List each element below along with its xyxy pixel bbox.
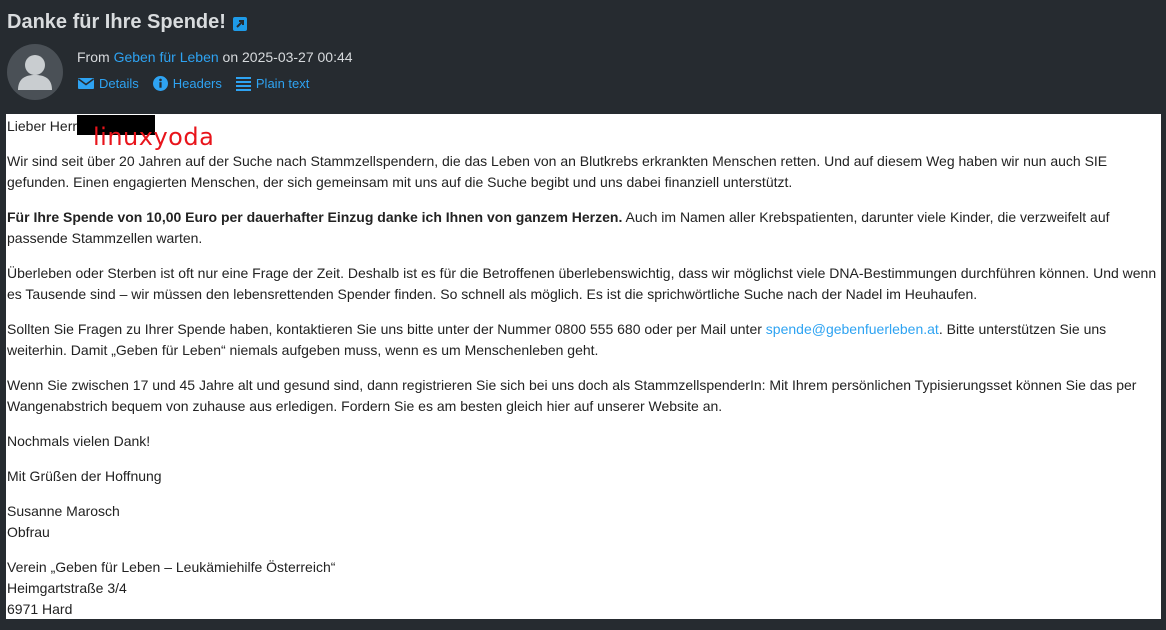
paragraph-contact xyxy=(7,319,1159,361)
message-body xyxy=(6,114,1161,619)
org-name: Verein „Geben für Leben – Leukämiehilfe Österreich“ xyxy=(7,559,336,575)
info-icon xyxy=(153,76,168,91)
details-label: Details xyxy=(99,76,139,91)
thanks-rest: Auch im Namen aller Krebspatienten, darunter viele Kinder, die verzweifelt auf passende Stammzellen warten. xyxy=(7,209,1110,246)
date-prefix: on xyxy=(222,49,239,65)
external-link-icon[interactable] xyxy=(233,17,247,31)
email-link[interactable]: spende@gebenfuerleben.at xyxy=(765,321,939,337)
paragraph-intro: Wir sind seit über 20 Jahren auf der Suche nach Stammzellspendern, die das Leben von an Blutkrebs erkrankten Menschen retten. Und auf diesem Weg haben wir nun auch SIE gefunden. Einen engagierten Menschen, der sich gemeinsam mit uns auf die Suche begibt und uns dabei finanziell unterstützt. xyxy=(7,153,1108,190)
paragraph-register: Wenn Sie zwischen 17 und 45 Jahre alt und gesund sind, dann registrieren Sie sich bei uns doch als StammzellspenderIn: Mit Ihrem persönlichen Typisierungsset können Sie das per Wangenabstrich bequem von zuhause aus erledigen. Fordern Sie es am besten gleich hier auf unserer Website an. xyxy=(7,377,1137,414)
overlay-watermark-text: linuxyoda xyxy=(93,123,215,151)
paragraph-regards: Mit Grüßen der Hoffnung xyxy=(7,468,162,484)
subject-title: Danke für Ihre Spende! xyxy=(7,11,226,33)
plain-text-button[interactable] xyxy=(236,76,309,91)
headers-label: Headers xyxy=(172,76,222,91)
paragraph-closing: Nochmals vielen Dank! xyxy=(7,433,151,449)
email-subject xyxy=(7,11,247,34)
sender-meta xyxy=(77,49,353,65)
signature xyxy=(7,501,1159,543)
user-icon xyxy=(7,44,63,100)
thanks-bold: Für Ihre Spende von 10,00 Euro per dauerhafter Einzug danke ich Ihnen von ganzem Herzen. xyxy=(7,209,623,225)
envelope-icon xyxy=(78,77,94,90)
sender-link[interactable]: Geben für Leben xyxy=(113,49,219,65)
org-street: Heimgartstraße 3/4 xyxy=(7,580,127,596)
contact-text: Sollten Sie Fragen zu Ihrer Spende haben, kontaktieren Sie uns bitte unter der Nummer 0800 555 680 oder per Mail unter xyxy=(7,321,766,337)
contact-text-end: . Bitte unterstützen Sie uns weiterhin. Damit „Geben für Leben“ niemals aufgeben muss, wenn es um Menschenleben geht. xyxy=(7,321,1107,358)
paragraph-urgency: Überleben oder Sterben ist oft nur eine Frage der Zeit. Deshalb ist es für die Betroffenen überlebenswichtig, dass wir möglichst viele DNA-Bestimmungen durchführen können. Und wenn es Tausende sind – wir müssen den lebensrettenden Spender finden. So schnell als möglich. Es ist die sprichwörtliche Suche nach der Nadel im Heuhaufen. xyxy=(7,265,1157,302)
greeting-text: Lieber Herr xyxy=(7,118,78,134)
message-date: 2025-03-27 00:44 xyxy=(242,49,353,65)
signature-title: Obfrau xyxy=(7,524,50,540)
details-button[interactable] xyxy=(78,76,139,91)
signature-name: Susanne Marosch xyxy=(7,503,120,519)
paragraph-thanks xyxy=(7,207,1159,249)
org-city: 6971 Hard xyxy=(7,601,73,617)
plain-text-label: Plain text xyxy=(255,76,310,91)
avatar xyxy=(7,44,63,100)
from-prefix: From xyxy=(77,49,110,65)
headers-button[interactable] xyxy=(153,76,222,91)
message-actions xyxy=(78,76,309,91)
organization-address xyxy=(7,557,1159,619)
list-icon xyxy=(236,76,251,91)
